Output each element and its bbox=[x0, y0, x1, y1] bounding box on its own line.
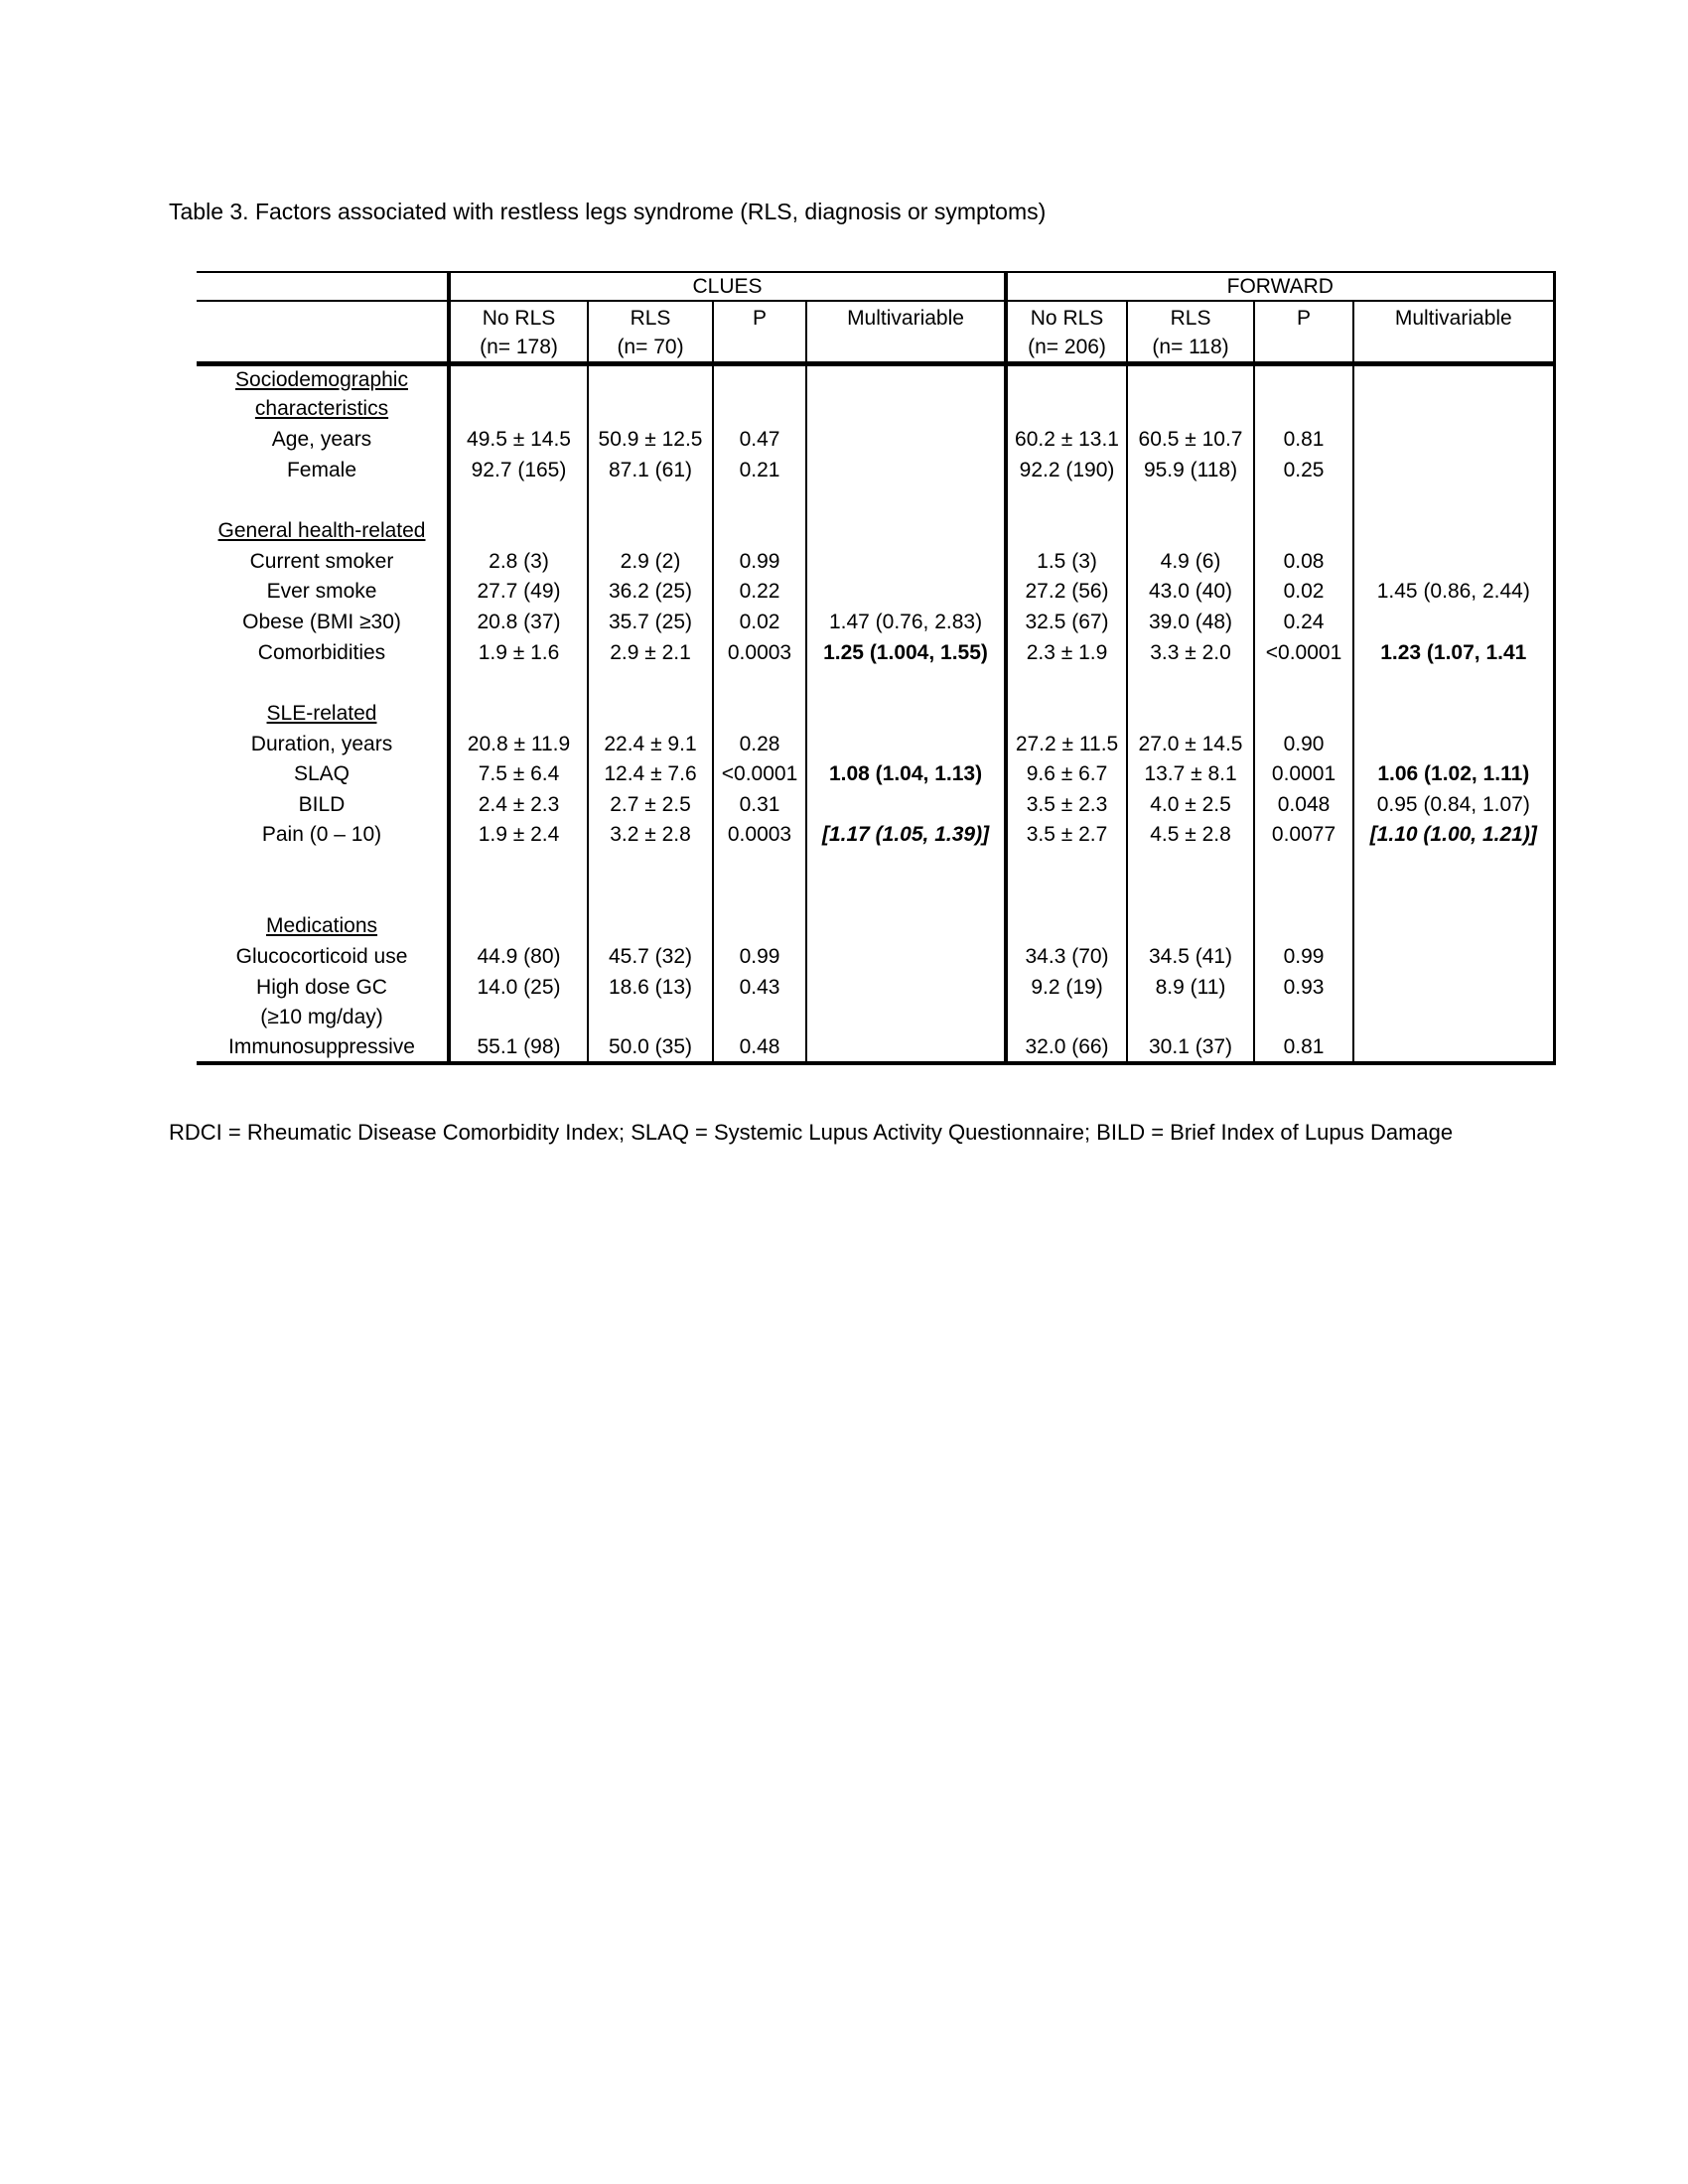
table-cell: 43.0 (40) bbox=[1127, 577, 1254, 608]
column-header-row bbox=[197, 301, 1554, 364]
table-cell bbox=[588, 394, 713, 425]
table-cell: 34.3 (70) bbox=[1006, 942, 1127, 973]
table-cell bbox=[1353, 942, 1554, 973]
corner-cell bbox=[197, 272, 449, 301]
table-cell bbox=[713, 668, 806, 699]
group-header-forward: FORWARD bbox=[1006, 272, 1554, 301]
column-header-line1: No RLS bbox=[482, 307, 556, 330]
row-label bbox=[197, 881, 449, 911]
table-cell bbox=[1127, 668, 1254, 699]
table-cell bbox=[1353, 516, 1554, 547]
table-cell: 0.81 bbox=[1254, 425, 1353, 456]
row-label: SLE-related bbox=[266, 701, 377, 725]
row-label: General health-related bbox=[217, 519, 426, 543]
row-label: Ever smoke bbox=[266, 580, 377, 604]
table-cell bbox=[713, 516, 806, 547]
table-cell: 0.28 bbox=[713, 729, 806, 759]
column-header-line1: No RLS bbox=[1030, 307, 1104, 330]
table-cell bbox=[1127, 699, 1254, 730]
table-cell: 0.0003 bbox=[713, 637, 806, 668]
table-cell bbox=[1353, 699, 1554, 730]
table-cell: 2.3 ± 1.9 bbox=[1006, 637, 1127, 668]
table-cell: 92.7 (165) bbox=[449, 455, 588, 485]
table-cell: 0.25 bbox=[1254, 455, 1353, 485]
table-cell bbox=[806, 394, 1006, 425]
table-cell: 2.9 ± 2.1 bbox=[588, 637, 713, 668]
table-cell bbox=[1006, 668, 1127, 699]
corner-cell bbox=[197, 301, 449, 364]
table-cell: 1.45 (0.86, 2.44) bbox=[1353, 577, 1554, 608]
row-label: characteristics bbox=[254, 397, 389, 421]
table-cell: 35.7 (25) bbox=[588, 608, 713, 638]
results-table bbox=[197, 271, 1556, 1065]
table-cell bbox=[1254, 485, 1353, 516]
table-cell: 27.7 (49) bbox=[449, 577, 588, 608]
row-label: Comorbidities bbox=[257, 640, 386, 664]
table-cell: 0.08 bbox=[1254, 546, 1353, 577]
table-cell: 60.2 ± 13.1 bbox=[1006, 425, 1127, 456]
table-cell bbox=[1353, 881, 1554, 911]
table-cell: 32.0 (66) bbox=[1006, 1033, 1127, 1064]
row-label: Duration, years bbox=[250, 732, 393, 755]
table-row bbox=[197, 425, 1554, 456]
group-header-row bbox=[197, 272, 1554, 301]
table-cell: 4.0 ± 2.5 bbox=[1127, 789, 1254, 820]
table-cell: 18.6 (13) bbox=[588, 972, 713, 1003]
table-cell bbox=[806, 789, 1006, 820]
row-label: Sociodemographic bbox=[235, 368, 408, 392]
table-cell: 0.90 bbox=[1254, 729, 1353, 759]
spacer-row bbox=[197, 668, 1554, 699]
table-row bbox=[197, 637, 1554, 668]
table-cell bbox=[449, 911, 588, 942]
table-cell: 49.5 ± 14.5 bbox=[449, 425, 588, 456]
row-label bbox=[197, 485, 449, 516]
column-header bbox=[1353, 301, 1554, 364]
table-cell bbox=[806, 485, 1006, 516]
table-cell bbox=[1006, 485, 1127, 516]
table-cell bbox=[1254, 1003, 1353, 1033]
table-cell bbox=[1127, 1003, 1254, 1033]
table-cell bbox=[1127, 851, 1254, 882]
table-cell: 7.5 ± 6.4 bbox=[449, 759, 588, 790]
column-header-line1: Multivariable bbox=[1394, 307, 1512, 330]
table-cell bbox=[588, 364, 713, 395]
table-cell bbox=[806, 364, 1006, 395]
table-row bbox=[197, 972, 1554, 1003]
table-cell bbox=[713, 881, 806, 911]
section-row bbox=[197, 364, 1554, 395]
table-row bbox=[197, 942, 1554, 973]
table-cell bbox=[806, 851, 1006, 882]
table-cell bbox=[1006, 364, 1127, 395]
table-cell: 2.8 (3) bbox=[449, 546, 588, 577]
table-cell bbox=[1353, 668, 1554, 699]
table-cell bbox=[1353, 546, 1554, 577]
table-cell: 0.99 bbox=[713, 546, 806, 577]
table-cell bbox=[1353, 851, 1554, 882]
table-cell bbox=[1254, 668, 1353, 699]
table-cell: 2.9 (2) bbox=[588, 546, 713, 577]
table-cell bbox=[1127, 911, 1254, 942]
table-cell: 3.5 ± 2.3 bbox=[1006, 789, 1127, 820]
table-cell: 55.1 (98) bbox=[449, 1033, 588, 1064]
row-label: SLAQ bbox=[293, 762, 351, 786]
table-cell bbox=[449, 516, 588, 547]
table-cell bbox=[1254, 911, 1353, 942]
table-cell: 0.0001 bbox=[1254, 759, 1353, 790]
column-header-line1: RLS bbox=[1170, 307, 1211, 330]
table-cell bbox=[1353, 972, 1554, 1003]
table-cell bbox=[1254, 364, 1353, 395]
table-cell bbox=[713, 851, 806, 882]
table-cell bbox=[1127, 881, 1254, 911]
table-cell: 20.8 ± 11.9 bbox=[449, 729, 588, 759]
table-cell: 4.9 (6) bbox=[1127, 546, 1254, 577]
column-header-line2: (n= 206) bbox=[1028, 336, 1106, 358]
row-label: Age, years bbox=[271, 428, 372, 452]
table-cell bbox=[1353, 425, 1554, 456]
table-cell bbox=[1006, 394, 1127, 425]
spacer-row bbox=[197, 881, 1554, 911]
table-cell bbox=[1006, 911, 1127, 942]
table-cell bbox=[449, 1003, 588, 1033]
table-cell: 1.47 (0.76, 2.83) bbox=[806, 608, 1006, 638]
table-cell: 45.7 (32) bbox=[588, 942, 713, 973]
column-header bbox=[1006, 301, 1127, 364]
table-cell bbox=[806, 455, 1006, 485]
column-header bbox=[588, 301, 713, 364]
column-header-line2: (n= 70) bbox=[617, 336, 684, 358]
table-row bbox=[197, 789, 1554, 820]
table-cell bbox=[588, 485, 713, 516]
table-cell bbox=[806, 972, 1006, 1003]
table-cell bbox=[1127, 364, 1254, 395]
table-cell bbox=[449, 485, 588, 516]
table-cell: 0.95 (0.84, 1.07) bbox=[1353, 789, 1554, 820]
table-cell: 0.47 bbox=[713, 425, 806, 456]
table-cell: 39.0 (48) bbox=[1127, 608, 1254, 638]
section-row bbox=[197, 911, 1554, 942]
table-cell: 1.08 (1.04, 1.13) bbox=[806, 759, 1006, 790]
row-label: Obese (BMI ≥30) bbox=[242, 610, 401, 633]
column-header bbox=[806, 301, 1006, 364]
table-cell: 0.21 bbox=[713, 455, 806, 485]
table-cell bbox=[713, 699, 806, 730]
table-cell bbox=[806, 1003, 1006, 1033]
row-label: High dose GC bbox=[256, 975, 387, 999]
table-cell bbox=[1353, 485, 1554, 516]
table-cell bbox=[1006, 881, 1127, 911]
table-cell bbox=[806, 546, 1006, 577]
row-label bbox=[197, 851, 449, 882]
table-cell: 0.02 bbox=[713, 608, 806, 638]
table-cell bbox=[1353, 911, 1554, 942]
table-cell bbox=[449, 394, 588, 425]
table-cell: 0.99 bbox=[1254, 942, 1353, 973]
table-cell bbox=[1353, 1003, 1554, 1033]
column-header bbox=[1127, 301, 1254, 364]
table-cell: 27.0 ± 14.5 bbox=[1127, 729, 1254, 759]
section-row bbox=[197, 394, 1554, 425]
table-row bbox=[197, 1003, 1554, 1033]
table-cell bbox=[1254, 516, 1353, 547]
row-label: Immunosuppressive bbox=[197, 1033, 449, 1064]
spacer-row bbox=[197, 851, 1554, 882]
table-cell bbox=[1006, 851, 1127, 882]
table-cell: 3.5 ± 2.7 bbox=[1006, 820, 1127, 851]
table-cell bbox=[588, 851, 713, 882]
table-cell bbox=[588, 668, 713, 699]
table-cell bbox=[588, 1003, 713, 1033]
column-header-line1: P bbox=[1297, 307, 1312, 330]
table-cell: 92.2 (190) bbox=[1006, 455, 1127, 485]
row-label: Female bbox=[286, 458, 357, 481]
table-cell bbox=[588, 516, 713, 547]
column-header bbox=[449, 301, 588, 364]
table-cell bbox=[806, 942, 1006, 973]
table-cell: 0.43 bbox=[713, 972, 806, 1003]
table-cell bbox=[713, 911, 806, 942]
column-header-line1: P bbox=[752, 307, 767, 330]
table-cell bbox=[806, 729, 1006, 759]
table-cell: 13.7 ± 8.1 bbox=[1127, 759, 1254, 790]
table-cell bbox=[1006, 516, 1127, 547]
table-cell: 30.1 (37) bbox=[1127, 1033, 1254, 1064]
table-cell bbox=[1127, 394, 1254, 425]
table-cell bbox=[806, 699, 1006, 730]
table-cell bbox=[1353, 455, 1554, 485]
table-cell bbox=[806, 425, 1006, 456]
table-row bbox=[197, 455, 1554, 485]
column-header-line1: Multivariable bbox=[847, 307, 964, 330]
table-cell: 14.0 (25) bbox=[449, 972, 588, 1003]
table-cell bbox=[1353, 1033, 1554, 1064]
table-cell: 0.48 bbox=[713, 1033, 806, 1064]
table-cell: <0.0001 bbox=[1254, 637, 1353, 668]
table-cell bbox=[1006, 699, 1127, 730]
table-cell bbox=[1353, 394, 1554, 425]
table-cell: 27.2 ± 11.5 bbox=[1006, 729, 1127, 759]
table-cell: 20.8 (37) bbox=[449, 608, 588, 638]
table-cell bbox=[1254, 394, 1353, 425]
section-row bbox=[197, 516, 1554, 547]
table-cell: 12.4 ± 7.6 bbox=[588, 759, 713, 790]
table-cell: 44.9 (80) bbox=[449, 942, 588, 973]
table-cell: 22.4 ± 9.1 bbox=[588, 729, 713, 759]
table-cell bbox=[588, 699, 713, 730]
table-cell bbox=[449, 668, 588, 699]
table-cell bbox=[806, 1033, 1006, 1064]
table-cell bbox=[588, 881, 713, 911]
table-body bbox=[197, 364, 1554, 1064]
table-cell: 50.0 (35) bbox=[588, 1033, 713, 1064]
row-label bbox=[197, 668, 449, 699]
table-cell: 95.9 (118) bbox=[1127, 455, 1254, 485]
table-cell: 0.24 bbox=[1254, 608, 1353, 638]
table-cell bbox=[806, 516, 1006, 547]
table-cell bbox=[713, 1003, 806, 1033]
table-cell: 1.5 (3) bbox=[1006, 546, 1127, 577]
table-cell: 0.81 bbox=[1254, 1033, 1353, 1064]
table-cell bbox=[1353, 364, 1554, 395]
table-cell bbox=[1254, 699, 1353, 730]
table-cell: 50.9 ± 12.5 bbox=[588, 425, 713, 456]
column-header-line1: RLS bbox=[630, 307, 671, 330]
table-cell bbox=[806, 881, 1006, 911]
table-cell: 0.99 bbox=[713, 942, 806, 973]
spacer-row bbox=[197, 485, 1554, 516]
table-cell: 3.3 ± 2.0 bbox=[1127, 637, 1254, 668]
table-cell bbox=[806, 668, 1006, 699]
group-header-clues: CLUES bbox=[449, 272, 1006, 301]
table-cell bbox=[588, 911, 713, 942]
table-cell: 9.2 (19) bbox=[1006, 972, 1127, 1003]
table-cell: 8.9 (11) bbox=[1127, 972, 1254, 1003]
table-cell: 1.23 (1.07, 1.41 bbox=[1353, 637, 1554, 668]
table-cell bbox=[1254, 881, 1353, 911]
table-cell: 60.5 ± 10.7 bbox=[1127, 425, 1254, 456]
table-cell bbox=[806, 911, 1006, 942]
table-row bbox=[197, 608, 1554, 638]
table-row bbox=[197, 759, 1554, 790]
table-cell: 1.06 (1.02, 1.11) bbox=[1353, 759, 1554, 790]
table-cell: 0.31 bbox=[713, 789, 806, 820]
table-cell: 32.5 (67) bbox=[1006, 608, 1127, 638]
table-cell bbox=[1353, 608, 1554, 638]
table-cell bbox=[1127, 516, 1254, 547]
table-cell bbox=[449, 364, 588, 395]
column-header-line2: (n= 118) bbox=[1152, 336, 1229, 358]
table-cell bbox=[713, 364, 806, 395]
column-header bbox=[1254, 301, 1353, 364]
table-cell bbox=[449, 699, 588, 730]
table-cell: 4.5 ± 2.8 bbox=[1127, 820, 1254, 851]
table-cell: 3.2 ± 2.8 bbox=[588, 820, 713, 851]
column-header bbox=[713, 301, 806, 364]
row-label: Glucocorticoid use bbox=[235, 944, 408, 968]
table-cell: 27.2 (56) bbox=[1006, 577, 1127, 608]
table-row bbox=[197, 577, 1554, 608]
table-cell: 0.048 bbox=[1254, 789, 1353, 820]
table-cell: 36.2 (25) bbox=[588, 577, 713, 608]
table-cell: <0.0001 bbox=[713, 759, 806, 790]
table-cell: [1.17 (1.05, 1.39)] bbox=[806, 820, 1006, 851]
table-cell: 0.0077 bbox=[1254, 820, 1353, 851]
row-label: Current smoker bbox=[249, 549, 394, 573]
table-cell: 2.7 ± 2.5 bbox=[588, 789, 713, 820]
row-label: (≥10 mg/day) bbox=[260, 1006, 383, 1029]
table-cell bbox=[1353, 729, 1554, 759]
table-cell bbox=[449, 851, 588, 882]
row-label: Pain (0 – 10) bbox=[261, 823, 382, 847]
row-label: BILD bbox=[298, 792, 346, 816]
table-cell: 0.22 bbox=[713, 577, 806, 608]
table-cell: 1.9 ± 1.6 bbox=[449, 637, 588, 668]
table-row bbox=[197, 1033, 1554, 1064]
table-cell: [1.10 (1.00, 1.21)] bbox=[1353, 820, 1554, 851]
footnote: RDCI = Rheumatic Disease Comorbidity Index; SLAQ = Systemic Lupus Activity Questionnaire; BILD = Brief Index of Lupus Damage bbox=[169, 1120, 1454, 1145]
column-header-line2: (n= 178) bbox=[480, 336, 558, 358]
table-cell: 9.6 ± 6.7 bbox=[1006, 759, 1127, 790]
table-cell: 2.4 ± 2.3 bbox=[449, 789, 588, 820]
table-cell bbox=[1006, 1003, 1127, 1033]
table-cell: 34.5 (41) bbox=[1127, 942, 1254, 973]
table-row bbox=[197, 820, 1554, 851]
table-cell: 1.9 ± 2.4 bbox=[449, 820, 588, 851]
table-cell bbox=[713, 394, 806, 425]
table-cell: 0.0003 bbox=[713, 820, 806, 851]
table-row bbox=[197, 546, 1554, 577]
table-title: Table 3. Factors associated with restless legs syndrome (RLS, diagnosis or symptoms) bbox=[169, 199, 1047, 224]
table-row bbox=[197, 729, 1554, 759]
table-cell: 0.02 bbox=[1254, 577, 1353, 608]
table-cell: 87.1 (61) bbox=[588, 455, 713, 485]
table-cell bbox=[1254, 851, 1353, 882]
table-cell: 0.93 bbox=[1254, 972, 1353, 1003]
row-label: Medications bbox=[265, 914, 378, 938]
table-cell bbox=[449, 881, 588, 911]
table-cell bbox=[1127, 485, 1254, 516]
table-cell bbox=[713, 485, 806, 516]
section-row bbox=[197, 699, 1554, 730]
table-cell: 1.25 (1.004, 1.55) bbox=[806, 637, 1006, 668]
table-cell bbox=[806, 577, 1006, 608]
